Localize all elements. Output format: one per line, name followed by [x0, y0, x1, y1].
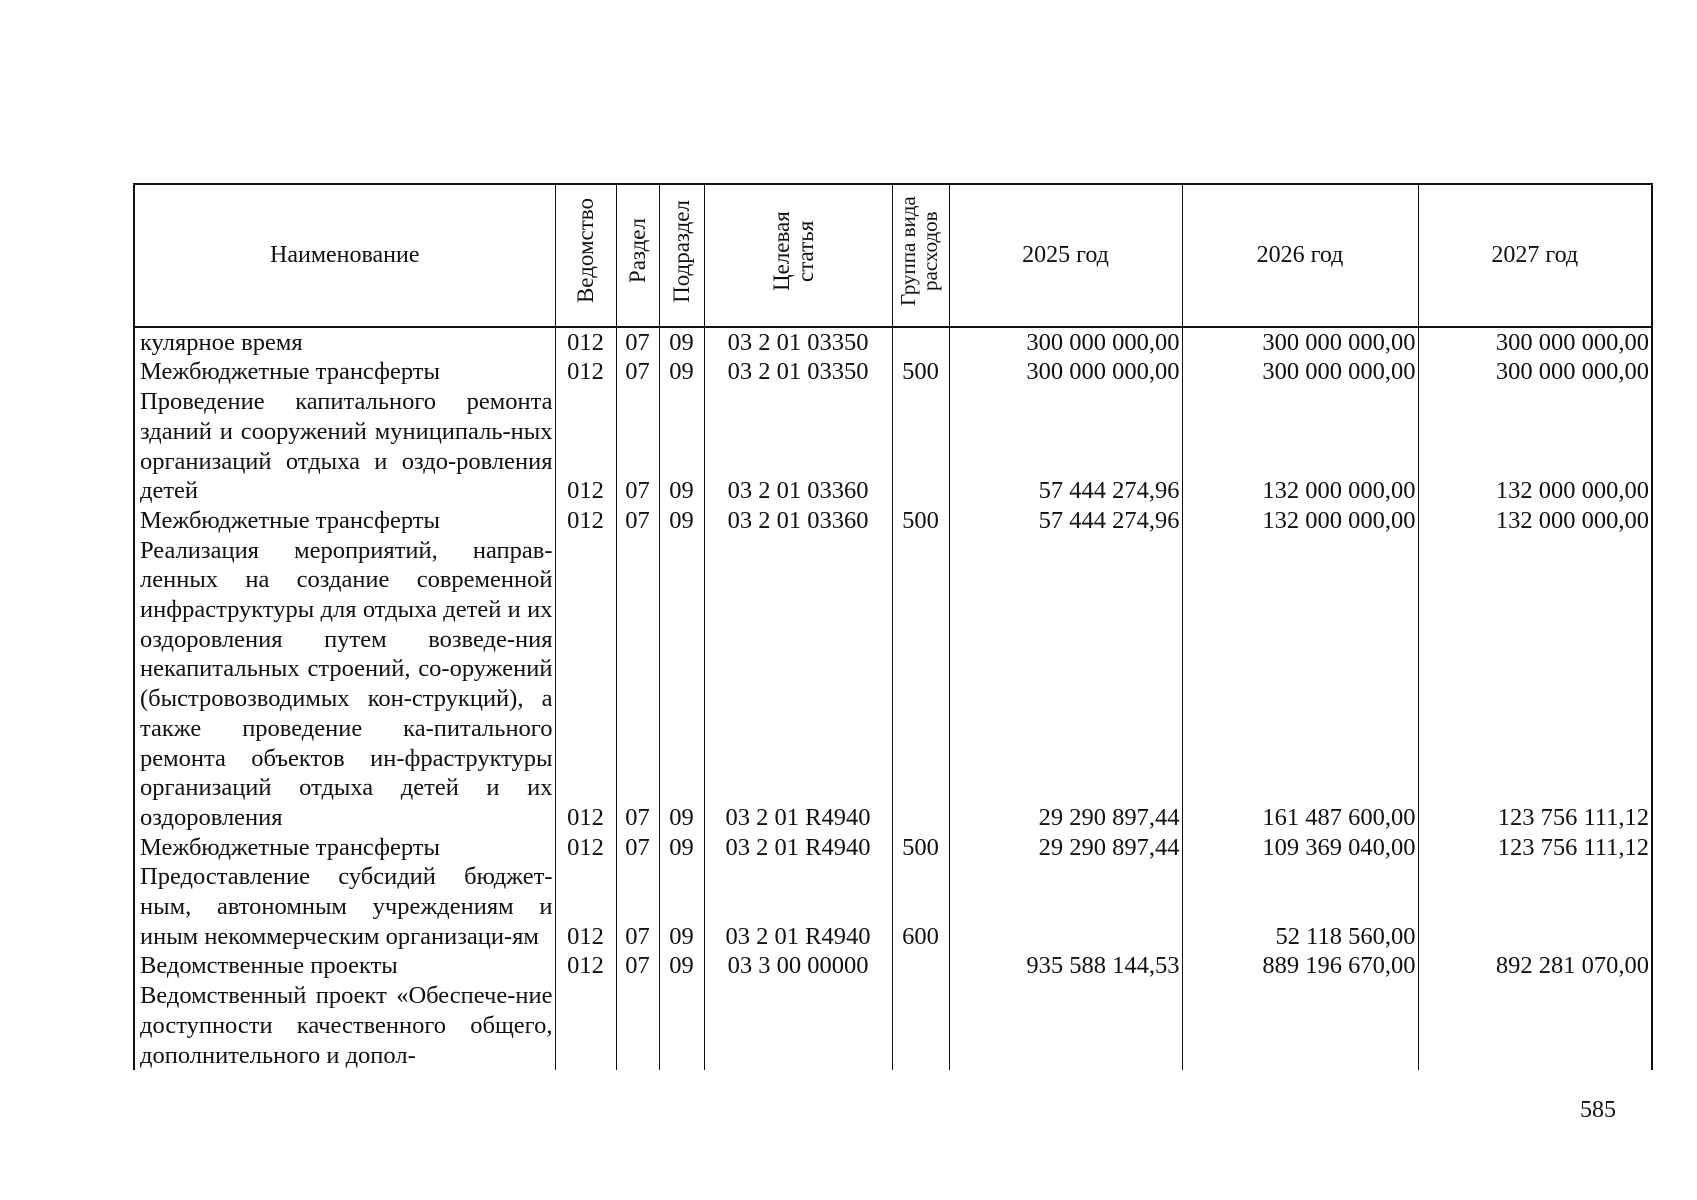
- cell-y2026: [1182, 981, 1418, 1070]
- cell-y2025: 29 290 897,44: [949, 536, 1182, 833]
- table-row: [134, 506, 1652, 536]
- cell-y2026: 52 118 560,00: [1182, 862, 1418, 951]
- cell-target: 03 2 01 R4940: [704, 862, 892, 951]
- header-expense-group-text: Группа вида расходов: [895, 196, 942, 306]
- cell-name: Ведомственные проекты: [134, 951, 555, 981]
- cell-target: 03 2 01 R4940: [704, 536, 892, 833]
- cell-y2027: [1418, 981, 1652, 1070]
- cell-section: 07: [616, 951, 659, 981]
- header-expense-group: [892, 184, 949, 327]
- cell-dept: 012: [555, 357, 616, 387]
- header-section: [616, 184, 659, 327]
- table-row: [134, 981, 1652, 1070]
- cell-y2026: 109 369 040,00: [1182, 833, 1418, 863]
- cell-name: Проведение капитального ремонта зданий и сооружений муниципаль-ных организаций отдыха и оздо-ровления детей: [134, 387, 555, 506]
- cell-dept: [555, 981, 616, 1070]
- cell-y2026: 161 487 600,00: [1182, 536, 1418, 833]
- header-target-text: Целевая статья: [769, 211, 818, 291]
- cell-group: [892, 536, 949, 833]
- cell-name: кулярное время: [134, 327, 555, 358]
- cell-section: [616, 981, 659, 1070]
- cell-section: 07: [616, 506, 659, 536]
- cell-dept: 012: [555, 327, 616, 358]
- cell-section: 07: [616, 536, 659, 833]
- cell-name: Предоставление субсидий бюджет-ным, автономным учреждениям и иным некоммерческим организаци-ям: [134, 862, 555, 951]
- cell-section: 07: [616, 327, 659, 358]
- cell-dept: 012: [555, 862, 616, 951]
- cell-group: [892, 387, 949, 506]
- cell-y2025: 300 000 000,00: [949, 327, 1182, 358]
- cell-target: 03 2 01 03360: [704, 506, 892, 536]
- cell-target: 03 2 01 03350: [704, 327, 892, 358]
- cell-y2025: 300 000 000,00: [949, 357, 1182, 387]
- cell-group: [892, 951, 949, 981]
- table-row: [134, 862, 1652, 951]
- cell-y2027: 132 000 000,00: [1418, 387, 1652, 506]
- cell-group: 500: [892, 506, 949, 536]
- header-dept: [555, 184, 616, 327]
- cell-y2027: 123 756 111,12: [1418, 536, 1652, 833]
- table-row: [134, 387, 1652, 506]
- cell-section: 07: [616, 387, 659, 506]
- header-section-text: Раздел: [624, 218, 650, 284]
- header-name: Наименование: [134, 184, 555, 327]
- cell-y2025: 57 444 274,96: [949, 387, 1182, 506]
- table-row: [134, 951, 1652, 981]
- page-number: 585: [1580, 1097, 1616, 1123]
- cell-subsection: 09: [659, 536, 704, 833]
- header-target: [704, 184, 892, 327]
- cell-y2025: [949, 862, 1182, 951]
- cell-name: Реализация мероприятий, направ-ленных на создание современной инфраструктуры для отдыха детей и их оздоровления путем возведе-ния некапитальных строений, со-оружений (быстровозводимых кон-струкций), а также проведение ка-питального ремонта объектов ин-фраструктуры организаций отдыха детей и их оздоровления: [134, 536, 555, 833]
- cell-target: [704, 981, 892, 1070]
- cell-dept: 012: [555, 506, 616, 536]
- cell-y2026: 300 000 000,00: [1182, 327, 1418, 358]
- cell-target: 03 3 00 00000: [704, 951, 892, 981]
- cell-section: 07: [616, 833, 659, 863]
- cell-subsection: 09: [659, 387, 704, 506]
- header-row: [134, 184, 1652, 327]
- cell-y2026: 132 000 000,00: [1182, 506, 1418, 536]
- header-2026: 2026 год: [1182, 184, 1418, 327]
- cell-subsection: 09: [659, 506, 704, 536]
- cell-section: 07: [616, 357, 659, 387]
- header-dept-text: Ведомство: [572, 198, 598, 304]
- cell-y2025: 57 444 274,96: [949, 506, 1182, 536]
- cell-y2027: 123 756 111,12: [1418, 833, 1652, 863]
- cell-dept: 012: [555, 387, 616, 506]
- cell-name: Межбюджетные трансферты: [134, 506, 555, 536]
- cell-y2027: 300 000 000,00: [1418, 327, 1652, 358]
- cell-subsection: 09: [659, 357, 704, 387]
- table-row: [134, 833, 1652, 863]
- cell-y2025: [949, 981, 1182, 1070]
- table-row: [134, 327, 1652, 358]
- table-row: [134, 357, 1652, 387]
- cell-y2027: 892 281 070,00: [1418, 951, 1652, 981]
- cell-subsection: 09: [659, 833, 704, 863]
- cell-section: 07: [616, 862, 659, 951]
- cell-target: 03 2 01 R4940: [704, 833, 892, 863]
- table-body: [134, 327, 1652, 1071]
- cell-dept: 012: [555, 536, 616, 833]
- header-2027: 2027 год: [1418, 184, 1652, 327]
- header-2025: 2025 год: [949, 184, 1182, 327]
- header-subsection-text: Подраздел: [668, 199, 694, 303]
- cell-y2026: 300 000 000,00: [1182, 357, 1418, 387]
- cell-y2027: 300 000 000,00: [1418, 357, 1652, 387]
- cell-name: Ведомственный проект «Обеспече-ние доступности качественного общего, дополнительного и допол-: [134, 981, 555, 1070]
- table-row: [134, 536, 1652, 833]
- budget-table: [133, 183, 1653, 1070]
- cell-subsection: 09: [659, 951, 704, 981]
- cell-y2027: [1418, 862, 1652, 951]
- cell-group: 500: [892, 833, 949, 863]
- cell-group: 500: [892, 357, 949, 387]
- cell-target: 03 2 01 03360: [704, 387, 892, 506]
- cell-group: [892, 327, 949, 358]
- cell-y2027: 132 000 000,00: [1418, 506, 1652, 536]
- cell-group: [892, 981, 949, 1070]
- cell-dept: 012: [555, 833, 616, 863]
- header-subsection: [659, 184, 704, 327]
- cell-group: 600: [892, 862, 949, 951]
- cell-y2026: 132 000 000,00: [1182, 387, 1418, 506]
- cell-y2026: 889 196 670,00: [1182, 951, 1418, 981]
- cell-target: 03 2 01 03350: [704, 357, 892, 387]
- cell-y2025: 935 588 144,53: [949, 951, 1182, 981]
- cell-subsection: [659, 981, 704, 1070]
- cell-name: Межбюджетные трансферты: [134, 833, 555, 863]
- cell-name: Межбюджетные трансферты: [134, 357, 555, 387]
- cell-subsection: 09: [659, 327, 704, 358]
- cell-y2025: 29 290 897,44: [949, 833, 1182, 863]
- cell-dept: 012: [555, 951, 616, 981]
- cell-subsection: 09: [659, 862, 704, 951]
